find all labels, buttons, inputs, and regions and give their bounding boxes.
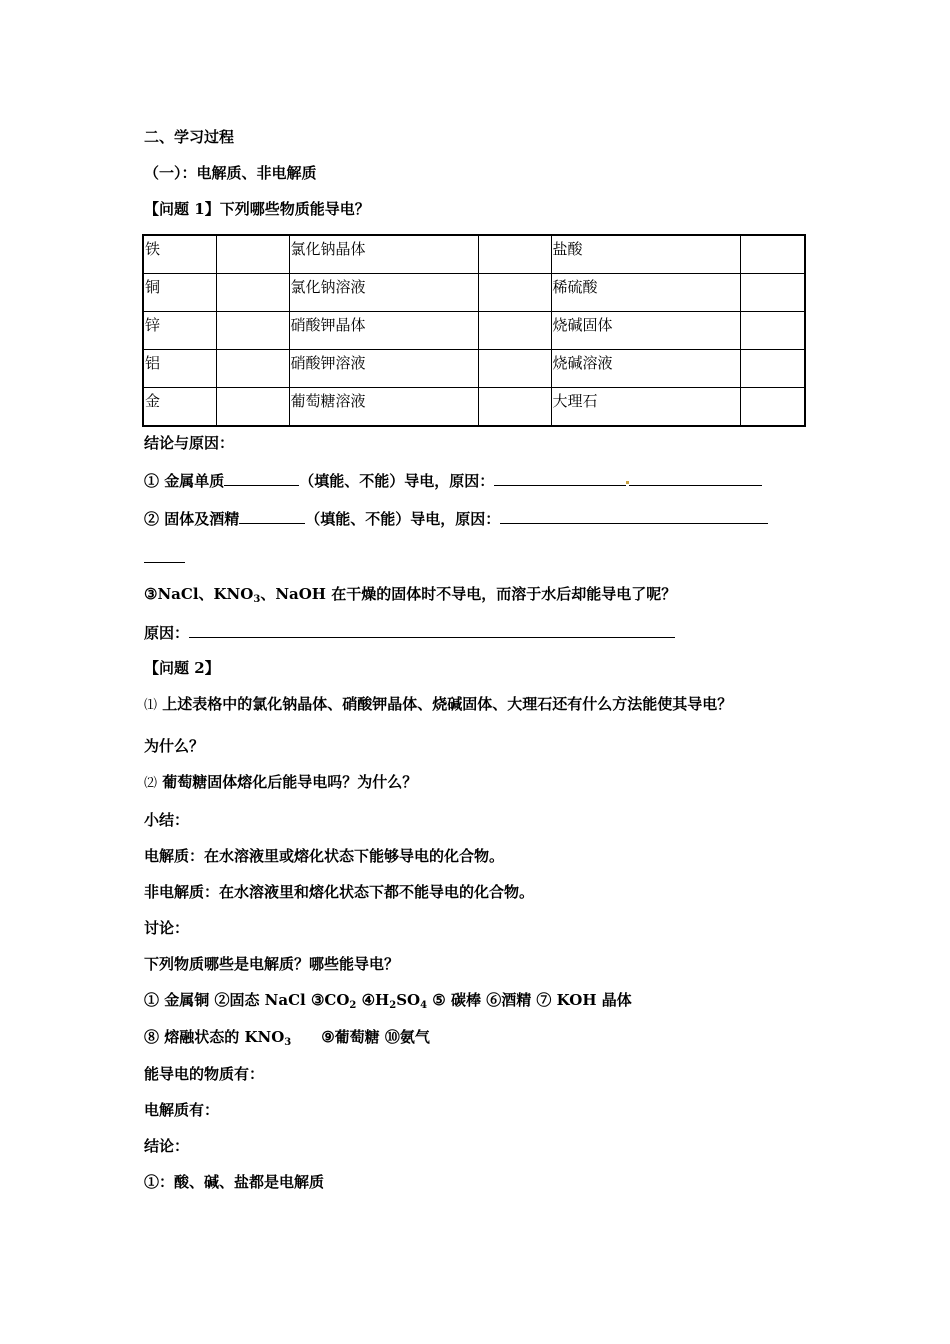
answer-cell[interactable] — [216, 312, 289, 350]
substance-cell: 氯化钠晶体 — [289, 235, 478, 274]
substance-cell: 铝 — [143, 350, 216, 388]
conclusion-2-continuation — [144, 546, 185, 568]
question-2-heading: 【问题 2】 — [144, 659, 220, 677]
table-row — [143, 235, 805, 274]
answer-blank[interactable] — [224, 469, 299, 486]
discussion-label: 讨论： — [144, 919, 190, 937]
question-2-1: ⑴ 上述表格中的氯化钠晶体、硝酸钾晶体、烧碱固体、大理石还有什么方法能使其导电？ — [144, 695, 733, 713]
question-2-2: ⑵ 葡萄糖固体熔化后能导电吗？为什么？ — [144, 773, 418, 791]
table-row — [143, 350, 805, 388]
answer-cell[interactable] — [740, 388, 805, 427]
substance-cell: 硝酸钾晶体 — [289, 312, 478, 350]
answer-blank[interactable] — [144, 546, 185, 563]
substance-cell: 葡萄糖溶液 — [289, 388, 478, 427]
table-row — [143, 274, 805, 312]
table-row — [143, 388, 805, 427]
substance-cell: 大理石 — [551, 388, 740, 427]
substance-cell: 稀硫酸 — [551, 274, 740, 312]
question-1-heading: 【问题 1】下列哪些物质能导电？ — [144, 200, 370, 218]
definition-electrolyte: 电解质：在水溶液里或熔化状态下能够导电的化合物。 — [144, 847, 505, 865]
conclusion-2-label: 结论： — [144, 1137, 190, 1155]
reason-line: 原因： — [144, 621, 675, 643]
conclusion-3: ③NaCl、$KNO_3$、NaOH 在干燥的固体时不导电，而溶于水后却能导电了呢？ — [144, 585, 677, 605]
answer-cell[interactable] — [478, 312, 551, 350]
conductive-label: 能导电的物质有： — [144, 1065, 265, 1083]
answer-blank[interactable] — [629, 469, 762, 486]
electrolyte-label: 电解质有： — [144, 1101, 220, 1119]
answer-blank[interactable] — [500, 507, 768, 524]
conclusion-label: 结论与原因： — [144, 434, 235, 452]
substance-cell: 硝酸钾溶液 — [289, 350, 478, 388]
answer-cell[interactable] — [740, 312, 805, 350]
answer-cell[interactable] — [216, 350, 289, 388]
answer-cell[interactable] — [216, 388, 289, 427]
discussion-question: 下列物质哪些是电解质？哪些能导电？ — [144, 955, 400, 973]
conclusion-2-item-1: ①：酸、碱、盐都是电解质 — [144, 1173, 325, 1191]
substance-list-1: ① 金属铜 ②固态 NaCl $③CO_2$ $④H_2SO_4$ ⑤ 碳棒 ⑥酒精 ⑦ KOH 晶体 — [144, 991, 632, 1011]
substance-list-2: ⑧ 熔融状态的 $KNO_3$ ⑨葡萄糖 ⑩氨气 — [144, 1028, 430, 1048]
answer-cell[interactable] — [478, 274, 551, 312]
answer-cell[interactable] — [740, 350, 805, 388]
answer-blank[interactable] — [494, 469, 626, 486]
definition-nonelectrolyte: 非电解质：在水溶液里和熔化状态下都不能导电的化合物。 — [144, 883, 535, 901]
answer-cell[interactable] — [216, 274, 289, 312]
substance-cell: 金 — [143, 388, 216, 427]
section-title: 二、学习过程 — [144, 128, 235, 146]
substance-cell: 烧碱溶液 — [551, 350, 740, 388]
substance-cell: 锌 — [143, 312, 216, 350]
answer-cell[interactable] — [216, 235, 289, 274]
subsection-title: （一）：电解质、非电解质 — [144, 164, 317, 182]
answer-cell[interactable] — [478, 388, 551, 427]
answer-blank[interactable] — [189, 621, 675, 638]
summary-label: 小结： — [144, 811, 190, 829]
answer-cell[interactable] — [740, 235, 805, 274]
answer-blank[interactable] — [239, 507, 305, 524]
substance-cell: 氯化钠溶液 — [289, 274, 478, 312]
conclusion-1: ① 金属单质 （填能、不能）导电，原因： — [144, 469, 762, 491]
substance-cell: 铜 — [143, 274, 216, 312]
answer-cell[interactable] — [478, 350, 551, 388]
substance-cell: 盐酸 — [551, 235, 740, 274]
answer-cell[interactable] — [740, 274, 805, 312]
substance-cell: 铁 — [143, 235, 216, 274]
substance-table — [142, 234, 806, 427]
table-row — [143, 312, 805, 350]
answer-cell[interactable] — [478, 235, 551, 274]
conclusion-2: ② 固体及酒精 （填能、不能）导电，原因： — [144, 507, 768, 529]
question-2-1-continuation: 为什么？ — [144, 737, 205, 755]
substance-cell: 烧碱固体 — [551, 312, 740, 350]
